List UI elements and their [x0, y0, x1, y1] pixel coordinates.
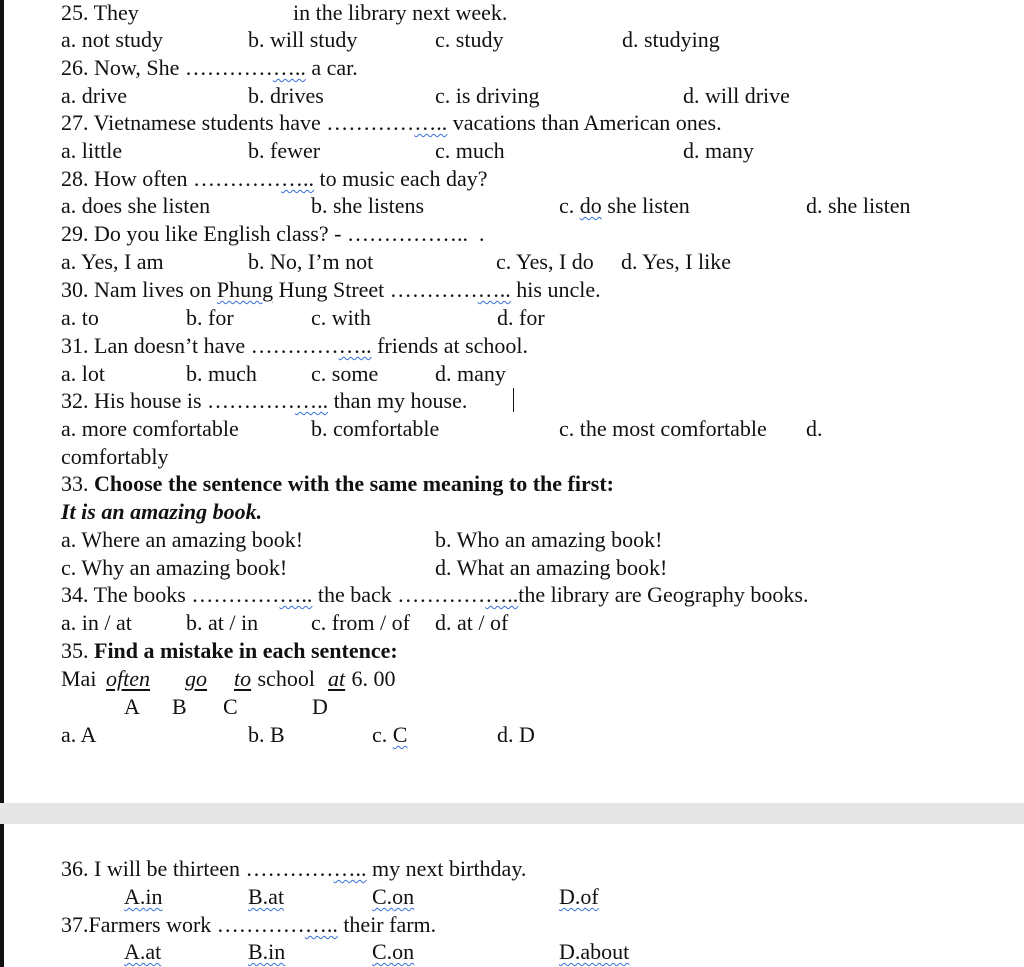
- q30-option-b: b. for: [186, 305, 234, 330]
- q34-stem: 34. The books …………….. the back ……………..the library are Geography books.: [61, 582, 809, 607]
- q29-option-d: d. Yes, I like: [621, 249, 732, 274]
- q27-option-b: b. fewer: [248, 138, 321, 163]
- q34-option-a: a. in / at: [61, 610, 132, 635]
- q34-option-d: d. at / of: [435, 610, 509, 635]
- q26-option-c: c. is driving: [435, 83, 540, 108]
- q35-label-a: A: [124, 694, 140, 719]
- q32-stem: 32. His house is …………….. than my house.: [61, 388, 468, 413]
- q35-word-to: to: [234, 666, 252, 691]
- q31-stem: 31. Lan doesn’t have …………….. friends at school.: [61, 333, 529, 358]
- q28-option-a: a. does she listen: [61, 193, 211, 218]
- q26-option-a: a. drive: [61, 83, 127, 108]
- q35-school: school: [252, 666, 321, 691]
- q31-option-a: a. lot: [61, 361, 105, 386]
- q35-word-often: often: [106, 666, 150, 691]
- q36-option-b: B.at: [248, 884, 285, 909]
- q37-option-a: A.at: [124, 939, 162, 964]
- q33-option-a: a. Where an amazing book!: [61, 527, 304, 552]
- q25-option-a: a. not study: [61, 27, 164, 52]
- q33-option-b: b. Who an amazing book!: [435, 527, 663, 552]
- q33-instruction: 33. Choose the sentence with the same meaning to the first:: [61, 471, 614, 496]
- q35-word-go: go: [185, 666, 207, 691]
- q30-option-c: c. with: [311, 305, 371, 330]
- q36-option-a: A.in: [124, 884, 163, 909]
- q25-stem-end: in the library next week.: [293, 0, 508, 25]
- q36-option-d: D.of: [559, 884, 599, 909]
- q29-option-c: c. Yes, I do: [496, 249, 594, 274]
- q30-stem: 30. Nam lives on Phung Hung Street …………….. his uncle.: [61, 277, 601, 302]
- q32-option-b: b. comfortable: [311, 416, 440, 441]
- q33-option-d: d. What an amazing book!: [435, 555, 668, 580]
- q26-option-d: d. will drive: [683, 83, 790, 108]
- q33-given-sentence: It is an amazing book.: [61, 499, 263, 524]
- q37-option-d: D.about: [559, 939, 630, 964]
- q35-mai: Mai: [61, 666, 102, 691]
- q30-option-d: d. for: [497, 305, 545, 330]
- q25-option-d: d. studying: [622, 27, 720, 52]
- q25-stem-start: 25. They: [61, 0, 139, 25]
- q35-option-c: c. C: [372, 722, 408, 747]
- q27-stem: 27. Vietnamese students have …………….. vacations than American ones.: [61, 110, 722, 135]
- q25-option-c: c. study: [435, 27, 504, 52]
- q31-option-b: b. much: [186, 361, 257, 386]
- q30-option-a: a. to: [61, 305, 99, 330]
- q35-option-a: a. A: [61, 722, 97, 747]
- q36-option-c: C.on: [372, 884, 415, 909]
- q32-option-c: c. the most comfortable: [559, 416, 767, 441]
- q29-option-a: a. Yes, I am: [61, 249, 164, 274]
- q35-option-d: d. D: [497, 722, 535, 747]
- q29-stem: 29. Do you like English class? - …………….. .: [61, 221, 485, 246]
- q26-option-b: b. drives: [248, 83, 324, 108]
- q35-label-c: C: [223, 694, 238, 719]
- q27-option-a: a. little: [61, 138, 123, 163]
- q35-option-b: b. B: [248, 722, 285, 747]
- q31-option-c: c. some: [311, 361, 379, 386]
- q28-stem: 28. How often …………….. to music each day?: [61, 166, 488, 191]
- q37-stem: 37.Farmers work …………….. their farm.: [61, 912, 437, 937]
- q36-stem: 36. I will be thirteen …………….. my next birthday.: [61, 856, 527, 881]
- text-cursor: [513, 388, 514, 412]
- q32-option-d: d.: [806, 416, 823, 441]
- q35-instruction: 35. Find a mistake in each sentence:: [61, 638, 398, 663]
- q35-word-at: at: [328, 666, 346, 691]
- q29-option-b: b. No, I’m not: [248, 249, 374, 274]
- page-break: [0, 803, 1024, 824]
- q32-option-d-continued: comfortably: [61, 444, 169, 469]
- q35-time: 6. 00: [346, 666, 396, 691]
- q28-option-c: c. do she listen: [559, 193, 690, 218]
- q37-option-b: B.in: [248, 939, 286, 964]
- q28-option-d: d. she listen: [806, 193, 911, 218]
- q32-option-a: a. more comfortable: [61, 416, 239, 441]
- q33-option-c: c. Why an amazing book!: [61, 555, 288, 580]
- q27-option-d: d. many: [683, 138, 754, 163]
- q35-label-d: D: [312, 694, 328, 719]
- q34-option-b: b. at / in: [186, 610, 259, 635]
- q34-option-c: c. from / of: [311, 610, 410, 635]
- q26-stem: 26. Now, She …………….. a car.: [61, 55, 358, 80]
- q27-option-c: c. much: [435, 138, 505, 163]
- q37-option-c: C.on: [372, 939, 415, 964]
- q31-option-d: d. many: [435, 361, 506, 386]
- q35-label-b: B: [172, 694, 187, 719]
- q25-option-b: b. will study: [248, 27, 358, 52]
- q28-option-b: b. she listens: [311, 193, 425, 218]
